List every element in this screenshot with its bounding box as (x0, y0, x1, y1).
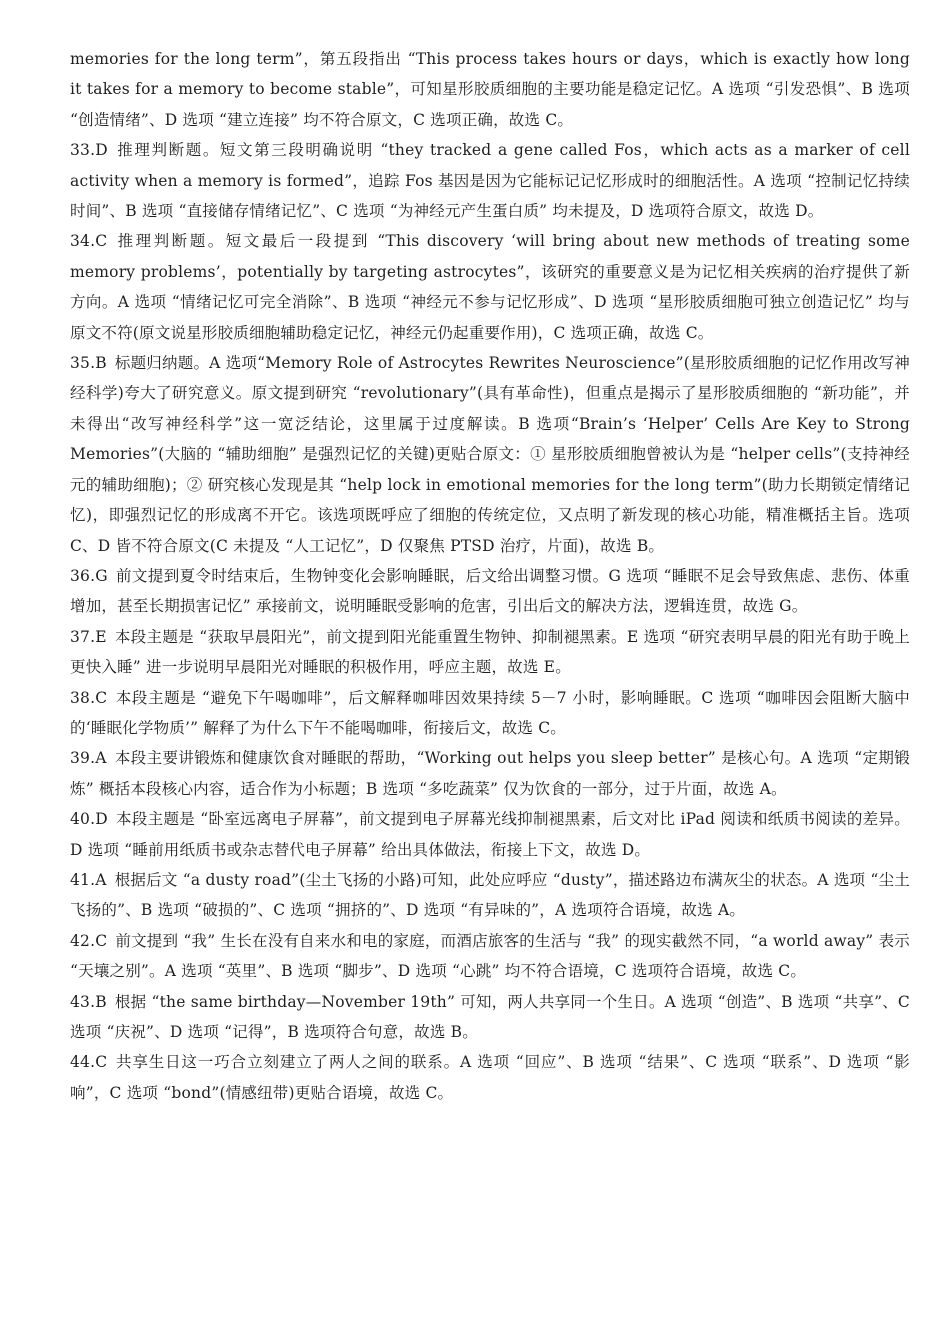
item-number: 39. (70, 749, 96, 768)
intro-paragraph (70, 44, 910, 135)
intro-text: memories for the long term”，第五段指出 “This process takes hours or days，which is exactly how long it takes for a memory to become stable”，可知星形胶质细胞的主要功能是稳定记忆。A 选项 “引发恐惧”、B 选项 “创造情绪”、D 选项 “建立连接” 均不符合原文，C 选项正确，故选 C。 (70, 50, 910, 129)
item-explanation: 标题归纳题。A 选项“Memory Role of Astrocytes Rewrites Neuroscience”(星形胶质细胞的记忆作用改写神经科学)夸大了研究意义。原文提到研究 “revolutionary”(具有革命性)，但重点是揭示了星形胶质细胞的 “新功能”，并未得出“改写神经科学”这一宽泛结论，这里属于过度解读。B 选项“Brain’s ‘Helper’ Cells Are Key to Strong Memories”(大脑的 “辅助细胞” 是强烈记忆的关键)更贴合原文：① 星形胶质细胞曾被认为是 “helper cells”(支持神经元的辅助细胞)；② 研究核心发现是其 “help lock in emotional memories for the long term”(助力长期锁定情绪记忆)，即强烈记忆的形成离不开它。该选项既呼应了细胞的传统定位，又点明了新发现的核心功能，精准概括主旨。选项 C、D 皆不符合原文(C 未提及 “人工记忆”，D 仅聚焦 PTSD 治疗，片面)，故选 B。 (70, 354, 910, 555)
item-number: 33. (70, 141, 96, 160)
item-answer: A (95, 870, 107, 889)
item-explanation: 本段主题是 “获取早晨阳光”，前文提到阳光能重置生物钟、抑制褪黑素。E 选项 “研究表明早晨的阳光有助于晚上更快入睡” 进一步说明早晨阳光对睡眠的积极作用，呼应主题，故选 E。 (70, 627, 910, 677)
item-explanation: 前文提到 “我” 生长在没有自来水和电的家庭，而酒店旅客的生活与 “我” 的现实截然不同，“a world away” 表示 “天壤之别”。A 选项 “英里”、B 选项 “脚步”、D 选项 “心跳” 均不符合语境，C 选项符合语境，故选 C。 (70, 931, 910, 981)
answer-item-34 (70, 226, 910, 348)
answer-item-40 (70, 804, 910, 865)
item-answer: C (95, 931, 108, 950)
item-number: 41. (70, 870, 96, 889)
item-explanation: 本段主要讲锻炼和健康饮食对睡眠的帮助，“Working out helps you sleep better” 是核心句。A 选项 “定期锻炼” 概括本段核心内容，适合作为小标题；B 选项 “多吃蔬菜” 仅为饮食的一部分，过于片面，故选 A。 (70, 749, 910, 798)
answer-item-41 (70, 865, 910, 926)
item-explanation: 推理判断题。短文第三段明确说明 “they tracked a gene called Fos，which acts as a marker of cell activity when a memory is formed”，追踪 Fos 基因是因为它能标记记忆形成时的细胞活性。A 选项 “控制记忆持续时间”、B 选项 “直接储存情绪记忆”、C 选项 “为神经元产生蛋白质” 均未提及，D 选项符合原文，故选 D。 (70, 141, 910, 221)
answer-item-39 (70, 743, 910, 804)
item-number: 34. (70, 232, 96, 251)
answer-item-42 (70, 926, 910, 987)
item-answer: D (95, 810, 108, 829)
item-explanation: 根据 “the same birthday—November 19th” 可知，两人共享同一个生日。A 选项 “创造”、B 选项 “共享”、C 选项 “庆祝”、D 选项 “记得”，B 选项符合句意，故选 B。 (70, 992, 910, 1041)
item-number: 42. (70, 931, 96, 950)
item-answer: B (95, 354, 107, 373)
item-number: 40. (70, 810, 96, 829)
item-answer: D (95, 141, 108, 160)
item-explanation: 根据后文 “a dusty road”(尘土飞扬的小路)可知，此处应呼应 “dusty”，描述路边布满灰尘的状态。A 选项 “尘土飞扬的”、B 选项 “破损的”、C 选项 “拥挤的”、D 选项 “有异味的”，A 选项符合语境，故选 A。 (70, 870, 910, 920)
item-explanation: 推理判断题。短文最后一段提到 “This discovery ‘will bring about new methods of treating some memory problems’，potentially by targeting astrocytes”，该研究的重要意义是为记忆相关疾病的治疗提供了新方向。A 选项 “情绪记忆可完全消除”、B 选项 “神经元不参与记忆形成”、D 选项 “星形胶质细胞可独立创造记忆” 均与原文不符(原文说星形胶质细胞辅助稳定记忆，神经元仍起重要作用)，C 选项正确，故选 C。 (70, 232, 910, 342)
item-number: 38. (70, 688, 96, 707)
answer-item-43 (70, 987, 910, 1048)
answer-key-page (70, 44, 910, 1108)
item-answer: C (95, 1053, 108, 1072)
item-explanation: 本段主题是 “避免下午喝咖啡”，后文解释咖啡因效果持续 5－7 小时，影响睡眠。C 选项 “咖啡因会阻断大脑中的‘睡眠化学物质’” 解释了为什么下午不能喝咖啡，衔接后文，故选 C。 (70, 688, 910, 737)
item-number: 43. (70, 992, 96, 1011)
item-answer: E (95, 627, 107, 646)
item-answer: C (95, 688, 108, 707)
answer-item-37 (70, 622, 910, 683)
answer-item-38 (70, 683, 910, 744)
item-number: 44. (70, 1053, 96, 1072)
answer-item-35 (70, 348, 910, 561)
item-answer: A (95, 749, 107, 768)
item-number: 36. (70, 566, 96, 585)
item-answer: B (95, 992, 107, 1011)
item-number: 35. (70, 354, 96, 373)
item-explanation: 本段主题是 “卧室远离电子屏幕”，前文提到电子屏幕光线抑制褪黑素，后文对比 iPad 阅读和纸质书阅读的差异。D 选项 “睡前用纸质书或杂志替代电子屏幕” 给出具体做法，衔接上下文，故选 D。 (70, 810, 910, 859)
item-explanation: 前文提到夏令时结束后，生物钟变化会影响睡眠，后文给出调整习惯。G 选项 “睡眠不足会导致焦虑、悲伤、体重增加，甚至长期损害记忆” 承接前文，说明睡眠受影响的危害，引出后文的解决方法，逻辑连贯，故选 G。 (70, 566, 910, 616)
answer-item-36 (70, 561, 910, 622)
item-number: 37. (70, 627, 96, 646)
item-answer: G (95, 566, 108, 585)
item-explanation: 共享生日这一巧合立刻建立了两人之间的联系。A 选项 “回应”、B 选项 “结果”、C 选项 “联系”、D 选项 “影响”，C 选项 “bond”(情感纽带)更贴合语境，故选 C。 (70, 1053, 910, 1102)
answer-item-33 (70, 135, 910, 226)
answer-item-44 (70, 1047, 910, 1108)
item-answer: C (95, 232, 108, 251)
